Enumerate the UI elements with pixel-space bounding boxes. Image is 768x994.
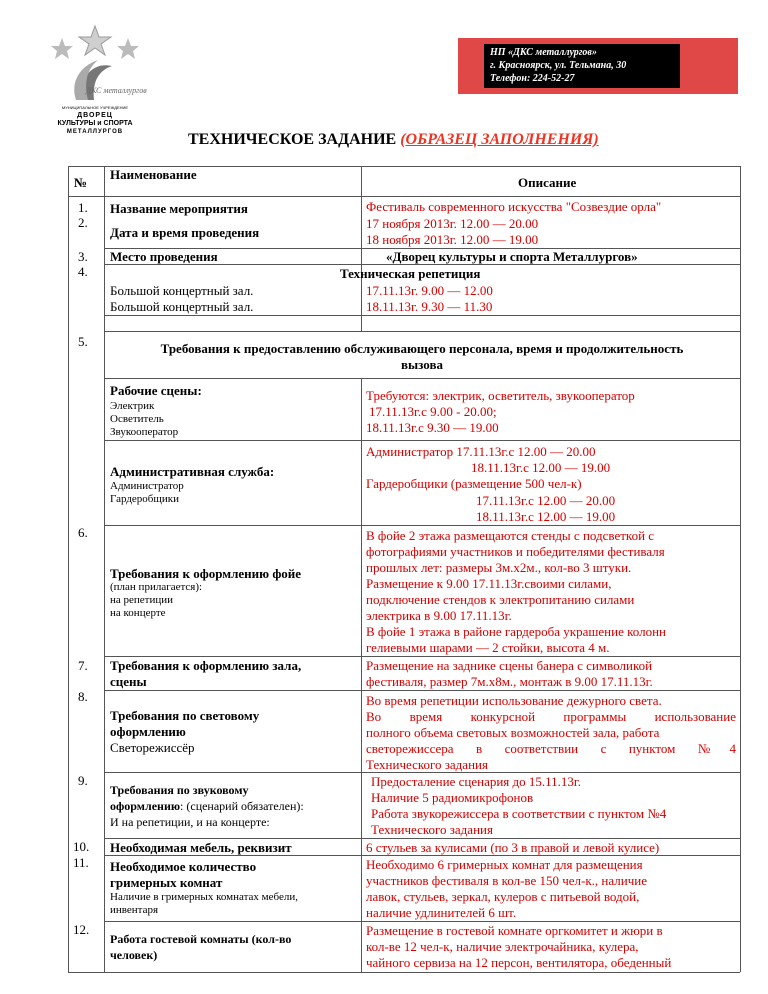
foyer-desc-2: фотографиями участников и победителями фестиваля — [366, 544, 665, 559]
foyer-desc-6: электрика в 9.00 17.11.13г. — [366, 608, 512, 623]
row-number-6: 6. — [78, 525, 88, 540]
lighting-director: Светорежиссёр — [110, 740, 195, 755]
sound-label-2a: оформлению — [110, 799, 181, 813]
row-number-9: 9. — [78, 773, 88, 788]
guest-room-desc-2: кол-ве 12 чел-к, наличие электрочайника, кулера, — [366, 939, 639, 954]
rehearsal-heading: Техническая репетиция — [340, 266, 481, 281]
sound-desc-1: Предосталение сценария до 15.11.13г. — [371, 774, 582, 789]
lighting-label-2: оформлению — [110, 724, 186, 739]
contact-org: НП «ДКС металлургов» — [490, 47, 597, 58]
row-number-3: 3. — [78, 249, 88, 264]
row-number-4: 4. — [78, 264, 88, 279]
foyer-desc-1: В фойе 2 этажа размещаются стенды с подсветкой с — [366, 528, 655, 543]
event-name-value: Фестиваль современного искусства "Созвездие орла" — [366, 199, 662, 214]
datetime-value-1: 17 ноября 2013г. 12.00 — 20.00 — [366, 216, 539, 231]
foyer-requirements-label: Требования к оформлению фойе — [110, 566, 302, 581]
sound-label-3: И на репетиции, и на концерте: — [110, 815, 270, 829]
stage-workers-desc-2: 17.11.13г.с 9.00 - 20.00; — [369, 404, 497, 419]
row-number-1: 1. — [78, 200, 88, 215]
logo-caption-small: МУНИЦИПАЛЬНОЕ УЧРЕЖДЕНИЕ — [61, 105, 129, 110]
venue-value: «Дворец культуры и спорта Металлургов» — [386, 249, 638, 264]
guest-room-label-2: человек) — [110, 948, 158, 962]
lighting-desc-5: Технического задания — [366, 757, 488, 772]
foyer-desc-3: прошлых лет: размеры 3м.х2м., кол-во 3 штуки. — [366, 560, 632, 575]
dressing-rooms-label-1: Необходимое количество — [110, 859, 257, 874]
dressing-rooms-sub-1: Наличие в гримерных комнатах мебели, — [110, 891, 298, 903]
guest-room-label-1: Работа гостевой комнаты (кол-во — [110, 932, 292, 946]
lighting-desc-2: Во время конкурсной программы использование — [366, 709, 736, 724]
guest-room-desc-1: Размещение в гостевой комнате оргкомитет и жюри в — [366, 923, 663, 938]
venue-label: Место проведения — [110, 249, 218, 264]
lighting-label-1: Требования по световому — [110, 708, 260, 723]
stage-workers-title: Рабочие сцены: — [110, 383, 202, 398]
sound-desc-3: Работа звукорежиссера в соответствии с пунктом №4 — [371, 806, 667, 821]
contact-box-inner — [484, 44, 680, 88]
rehearsal-hall-1: Большой концертный зал. — [110, 283, 254, 298]
hall-desc-1: Размещение на заднике сцены банера с символикой — [366, 658, 653, 673]
logo-caption-line3: МЕТАЛЛУРГОВ — [66, 129, 124, 135]
stage-workers-desc-1: Требуются: электрик, осветитель, звукооператор — [366, 388, 635, 403]
row-number-5: 5. — [78, 334, 88, 349]
contact-phone: Телефон: 224-52-27 — [490, 73, 575, 84]
dressing-rooms-desc-4: наличие удлинителей 6 шт. — [366, 905, 517, 920]
sound-desc-4: Технического задания — [371, 822, 493, 837]
hall-requirements-label-1: Требования к оформлению зала, — [110, 658, 302, 673]
lighting-desc-4: светорежиссера в соответствии с пунктом №4 — [366, 741, 736, 756]
lighting-desc-3: полного объема световых возможностей зала, работа — [366, 725, 660, 740]
row-number-2: 2. — [78, 215, 88, 230]
staff-heading-1: Требования к предоставлению обслуживающего персонала, время и продолжительность — [160, 341, 684, 356]
rehearsal-time-1: 17.11.13г. 9.00 — 12.00 — [366, 283, 493, 298]
stage-worker-electrician: Электрик — [110, 400, 155, 412]
furniture-desc: 6 стульев за кулисами (по 3 в правой и левой кулисе) — [366, 840, 660, 855]
page-title — [188, 131, 599, 149]
admin-desc-5: 18.11.13г.с 12.00 — 19.00 — [476, 509, 616, 524]
contact-address: г. Красноярск, ул. Тельмана, 30 — [490, 60, 627, 71]
rehearsal-hall-2: Большой концертный зал. — [110, 299, 254, 314]
row-number-12: 12. — [73, 922, 90, 937]
dressing-rooms-desc-2: участников фестиваля в кол-ве 150 чел-к., наличие — [366, 873, 647, 888]
stage-worker-sound: Звукооператор — [110, 426, 179, 438]
admin-service-admin: Администратор — [110, 480, 184, 492]
rehearsal-time-2: 18.11.13г. 9.30 — 11.30 — [366, 299, 493, 314]
contact-box — [458, 38, 738, 94]
logo-script-text: ДКС металлургов — [86, 86, 147, 95]
logo-caption — [40, 104, 150, 136]
header-description: Описание — [518, 175, 577, 190]
stage-workers-desc-3: 18.11.13г.с 9.30 — 19.00 — [366, 420, 499, 435]
header-name: Наименование — [110, 167, 197, 182]
foyer-plan-note: (план прилагается): — [110, 581, 203, 593]
foyer-desc-8: гелиевыми шарами — 2 стойки, высота 4 м. — [366, 640, 610, 655]
logo-caption-line1: ДВОРЕЦ — [77, 112, 113, 119]
dressing-rooms-desc-1: Необходимо 6 гримерных комнат для размещения — [366, 857, 643, 872]
admin-desc-3: Гардеробщики (размещение 500 чел-к) — [366, 476, 582, 491]
row-number-10: 10. — [73, 839, 90, 854]
datetime-label: Дата и время проведения — [110, 225, 260, 240]
dressing-rooms-desc-3: лавок, стульев, зеркал, кулеров с питьевой водой, — [366, 889, 640, 904]
event-name-label: Название мероприятия — [110, 201, 248, 216]
row-number-7: 7. — [78, 658, 88, 673]
admin-desc-2: 18.11.13г.с 12.00 — 19.00 — [471, 460, 611, 475]
datetime-value-2: 18 ноября 2013г. 12.00 — 19.00 — [366, 232, 539, 247]
sound-label-2 — [110, 798, 304, 815]
row-number-8: 8. — [78, 689, 88, 704]
lighting-desc-1: Во время репетиции использование дежурного света. — [366, 693, 662, 708]
hall-desc-2: фестиваля, размер 7м.х8м., монтаж в 9.00 17.11.13г. — [366, 674, 653, 689]
admin-service-title: Административная служба: — [110, 464, 275, 479]
sound-desc-2: Наличие 5 радиомикрофонов — [371, 790, 534, 805]
staff-heading-2: вызова — [400, 357, 443, 372]
dressing-rooms-sub-2: инвентаря — [110, 904, 159, 916]
dressing-rooms-label-2: гримерных комнат — [110, 875, 223, 890]
header-number: № — [74, 175, 88, 190]
admin-service-wardrobe: Гардеробщики — [110, 493, 179, 505]
row-number-11: 11. — [73, 855, 89, 870]
foyer-desc-5: подключение стендов к электропитанию силами — [366, 592, 635, 607]
admin-desc-4: 17.11.13г.с 12.00 — 20.00 — [476, 493, 616, 508]
furniture-label: Необходимая мебель, реквизит — [110, 840, 292, 855]
title-main: ТЕХНИЧЕСКОЕ ЗАДАНИЕ — [188, 131, 397, 148]
title-sample: (ОБРАЗЕЦ ЗАПОЛНЕНИЯ) — [400, 131, 599, 148]
hall-requirements-label-2: сцены — [110, 674, 147, 689]
sound-label-1: Требования по звуковому — [110, 783, 249, 797]
foyer-desc-7: В фойе 1 этажа в районе гардероба украшение колонн — [366, 624, 666, 639]
guest-room-desc-3: чайного сервиза на 12 персон, вентилятора, обеденный — [366, 955, 672, 970]
sound-label-2b: : (сценарий обязателен): — [180, 799, 304, 813]
foyer-rehearsal: на репетиции — [110, 594, 174, 606]
foyer-desc-4: Размещение к 9.00 17.11.13г.своими силами, — [366, 576, 612, 591]
foyer-concert: на концерте — [110, 607, 166, 619]
admin-desc-1: Администратор 17.11.13г.с 12.00 — 20.00 — [366, 444, 596, 459]
stage-worker-lighting: Осветитель — [110, 413, 164, 425]
logo-caption-line2: КУЛЬТУРЫ и СПОРТА — [57, 120, 133, 127]
